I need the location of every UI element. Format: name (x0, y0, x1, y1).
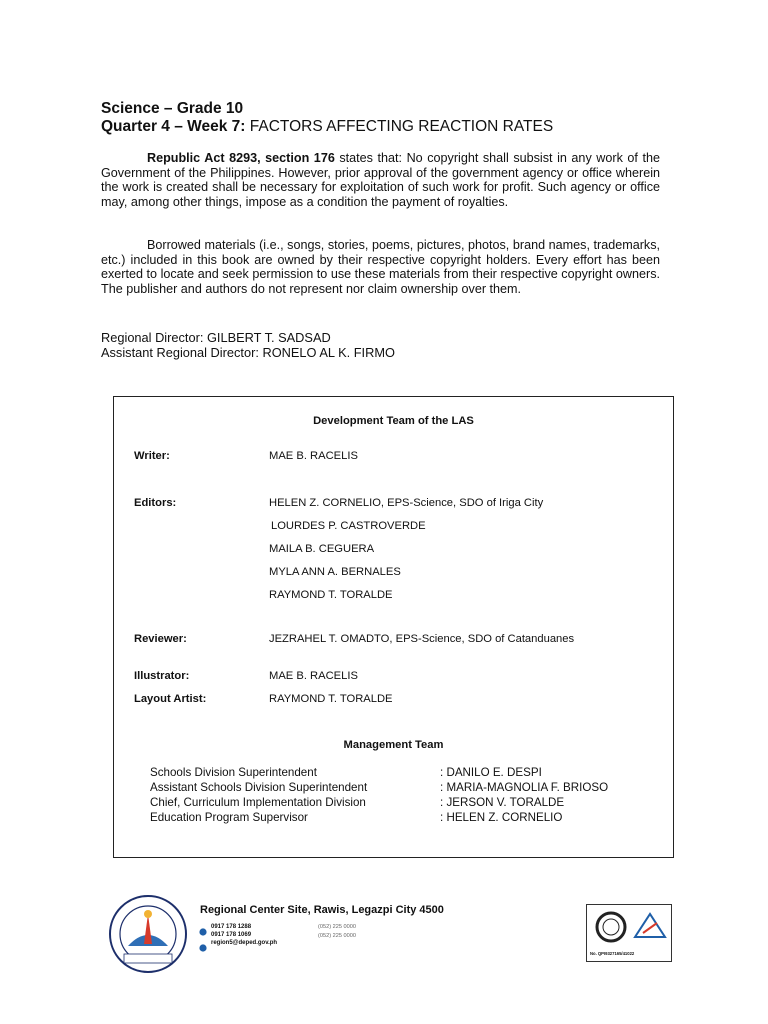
mobile-number: 0917 178 1288 (211, 924, 252, 930)
certification-seal-icon (593, 909, 629, 945)
management-name: : MARIA-MAGNOLIA F. BRIOSO (440, 781, 609, 794)
editor-name: MYLA ANN A. BERNALES (269, 566, 401, 578)
borrowed-materials-paragraph (101, 238, 660, 296)
management-team-heading: Management Team (343, 739, 444, 751)
reviewer-label: Reviewer: (134, 633, 187, 645)
law-citation: Republic Act 8293, section 176 (147, 151, 335, 165)
mobile-number: 0917 178 1069 (211, 932, 252, 938)
email-icon (198, 939, 208, 947)
footer-address: Regional Center Site, Rawis, Legazpi City 4500 (200, 904, 444, 916)
reviewer-name: JEZRAHEL T. OMADTO, EPS-Science, SDO of Catanduanes (269, 633, 575, 645)
management-role: Assistant Schools Division Superintendent (150, 781, 368, 794)
editor-name: LOURDES P. CASTROVERDE (271, 520, 426, 532)
deped-seal-logo (108, 894, 188, 974)
phone-icon (198, 923, 208, 931)
illustrator-name: MAE B. RACELIS (269, 670, 358, 682)
editor-name: RAYMOND T. TORALDE (269, 589, 393, 601)
copyright-paragraph (101, 151, 660, 209)
lesson-topic: FACTORS AFFECTING REACTION RATES (245, 118, 554, 135)
subject-grade: Science – Grade 10 (101, 100, 244, 117)
iso-certification-badge (586, 904, 672, 962)
dev-team-heading: Development Team of the LAS (313, 415, 474, 427)
quarter-week: Quarter 4 – Week 7: (101, 118, 246, 135)
editor-name: MAILA B. CEGUERA (269, 543, 375, 555)
email-address: region5@deped.gov.ph (211, 940, 278, 946)
editor-name: HELEN Z. CORNELIO, EPS-Science, SDO of Iriga City (269, 497, 544, 509)
management-name: : DANILO E. DESPI (440, 766, 542, 779)
lesson-title (101, 118, 553, 136)
regional-director: Regional Director: GILBERT T. SADSAD (101, 330, 331, 345)
cert-number: No. QPI9327165/41022 (590, 951, 635, 956)
management-name: : JERSON V. TORALDE (440, 796, 565, 809)
page-title (101, 100, 243, 118)
management-role: Chief, Curriculum Implementation Division (150, 796, 366, 809)
editors-label: Editors: (134, 497, 177, 509)
landline-number: (052) 225 0000 (318, 924, 356, 930)
copyright-text: states that: No copyright shall subsist in any work of the Government of the Philippines. However, prior approval of the government agency or office wherein the work is created shall be necessary for exploitation of such work for profit. Such agency or office may, among other things, impose as a condition the payment of royalties. (101, 151, 660, 209)
layout-artist-name: RAYMOND T. TORALDE (269, 693, 393, 705)
layout-artist-label: Layout Artist: (134, 693, 207, 705)
management-role: Schools Division Superintendent (150, 766, 317, 779)
management-role: Education Program Supervisor (150, 811, 308, 824)
borrowed-text: Borrowed materials (i.e., songs, stories, poems, pictures, photos, brand names, trademarks, etc.) included in this book are owned by their respective copyright holders. Every effort has been exerted to locate and seek permission to use these materials from their respective copyright owners. The publisher and authors do not represent nor claim ownership over them. (101, 238, 660, 296)
landline-number: (052) 225 0000 (318, 933, 356, 939)
development-team-box (113, 396, 674, 858)
writer-name: MAE B. RACELIS (269, 450, 358, 462)
writer-label: Writer: (134, 450, 170, 462)
jab-logo-icon (633, 911, 667, 941)
assistant-regional-director: Assistant Regional Director: RONELO AL K. FIRMO (101, 345, 395, 360)
illustrator-label: Illustrator: (134, 670, 190, 682)
management-name: : HELEN Z. CORNELIO (440, 811, 563, 824)
